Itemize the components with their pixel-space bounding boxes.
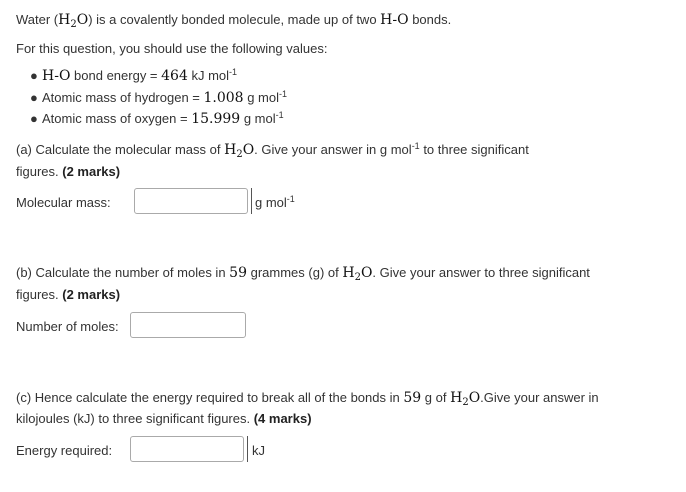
input-unit-divider (247, 436, 248, 462)
part-c-question-line-1: (c) Hence calculate the energy required to break all of the bonds in 59 g of $H_2O.Give$ your answer in (16, 390, 599, 408)
molecular-mass-unit: g mol$^{-1}$ (255, 194, 295, 210)
part-a-question-line-2: figures. (2 marks) (16, 164, 121, 179)
part-b-question-line-1: (b) Calculate the number of moles in 59 grammes (g) of $H_2O$. Give your answer to three significant (16, 265, 590, 283)
intro-line-2: For this question, you should use the following values: (16, 41, 328, 56)
intro-line-1: Water $(H_2O)$ is a covalently bonded molecule, made up of two H-O bonds. (16, 12, 452, 30)
bullet-dot: ● (30, 111, 38, 126)
list-item-hydrogen-mass: Atomic mass of hydrogen = 1.008 g mol$^{-1}$ (42, 89, 288, 106)
part-c-question-line-2: kilojoules (kJ) to three significant figures. (4 marks) (16, 411, 312, 426)
energy-required-label: Energy required: (16, 443, 113, 458)
number-of-moles-input[interactable] (130, 312, 246, 338)
part-b-question-line-2: figures. (2 marks) (16, 287, 121, 302)
part-a-marks: (2 marks) (62, 164, 121, 179)
molecular-mass-input[interactable] (134, 188, 248, 214)
list-item-oxygen-mass: Atomic mass of oxygen = 15.999 g mol$^{-1}$ (42, 110, 284, 127)
part-c-marks: (4 marks) (253, 411, 312, 426)
molecular-mass-label: Molecular mass: (16, 195, 111, 210)
number-of-moles-label: Number of moles: (16, 319, 119, 334)
energy-required-unit: kJ (252, 443, 265, 458)
list-item-bond-energy: H-O bond energy = 464 kJ mol$^{-1}$ (42, 67, 238, 84)
bullet-dot: ● (30, 68, 38, 83)
part-a-question-line-1: (a) Calculate the molecular mass of $H_2O$. Give your answer in g mol$^{-1}$ to three significant (16, 141, 529, 160)
energy-required-input[interactable] (130, 436, 244, 462)
bullet-dot: ● (30, 90, 38, 105)
input-unit-divider (251, 188, 252, 214)
part-b-marks: (2 marks) (62, 287, 121, 302)
